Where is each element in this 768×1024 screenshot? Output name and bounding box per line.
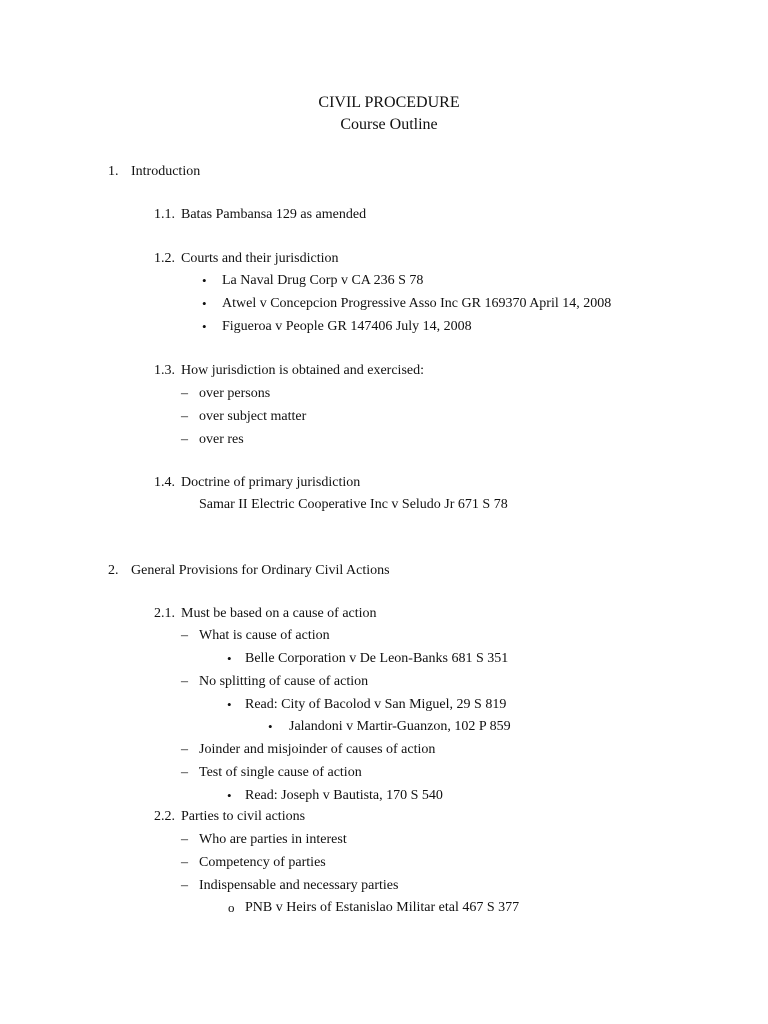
bullet-icon: •	[202, 273, 207, 288]
list-item: Atwel v Concepcion Progressive Asso Inc GR 169370 April 14, 2008	[222, 296, 612, 311]
subsection-title: Batas Pambansa 129 as amended	[181, 207, 367, 222]
list-item: Joinder and misjoinder of causes of action	[199, 742, 436, 757]
list-item: Who are parties in interest	[199, 832, 347, 847]
dash-icon: –	[181, 742, 188, 757]
dash-icon: –	[181, 432, 188, 447]
list-item: Jalandoni v Martir-Guanzon, 102 P 859	[289, 719, 511, 734]
dash-icon: –	[181, 878, 188, 893]
list-item: PNB v Heirs of Estanislao Militar etal 467 S 377	[245, 900, 520, 915]
bullet-icon: •	[227, 651, 232, 666]
section-number: 1.	[108, 164, 119, 179]
bullet-icon: •	[202, 296, 207, 311]
bullet-icon: •	[268, 719, 273, 734]
subsection-number: 2.2.	[154, 809, 175, 824]
section-title: Introduction	[131, 164, 201, 179]
list-item: Test of single cause of action	[199, 765, 362, 780]
bullet-icon: •	[227, 697, 232, 712]
subsection-title: Courts and their jurisdiction	[181, 251, 339, 266]
list-item: Belle Corporation v De Leon-Banks 681 S 351	[245, 651, 509, 666]
circle-bullet-icon: o	[228, 900, 235, 915]
subsection-title: Doctrine of primary jurisdiction	[181, 475, 361, 490]
subsection-number: 1.4.	[154, 475, 175, 490]
dash-icon: –	[181, 674, 188, 689]
subsection-number: 1.1.	[154, 207, 175, 222]
subsection-number: 1.2.	[154, 251, 175, 266]
case-citation: Samar II Electric Cooperative Inc v Seludo Jr 671 S 78	[199, 497, 508, 512]
bullet-icon: •	[202, 319, 207, 334]
dash-icon: –	[181, 628, 188, 643]
list-item: What is cause of action	[199, 628, 330, 643]
document-subtitle: Course Outline	[340, 116, 438, 133]
subsection-title: Must be based on a cause of action	[181, 606, 377, 621]
list-item: La Naval Drug Corp v CA 236 S 78	[222, 273, 424, 288]
list-item: Competency of parties	[199, 855, 326, 870]
dash-icon: –	[181, 409, 188, 424]
subsection-title: Parties to civil actions	[181, 809, 306, 824]
list-item: over persons	[199, 386, 271, 401]
dash-icon: –	[181, 832, 188, 847]
bullet-icon: •	[227, 788, 232, 803]
list-item: Read: City of Bacolod v San Miguel, 29 S 819	[245, 697, 507, 712]
subsection-number: 2.1.	[154, 606, 175, 621]
list-item: Figueroa v People GR 147406 July 14, 2008	[222, 319, 472, 334]
section-number: 2.	[108, 563, 119, 578]
list-item: No splitting of cause of action	[199, 674, 369, 689]
list-item: over res	[199, 432, 244, 447]
list-item: Read: Joseph v Bautista, 170 S 540	[245, 788, 443, 803]
section-title: General Provisions for Ordinary Civil Actions	[131, 563, 390, 578]
dash-icon: –	[181, 765, 188, 780]
document-title: CIVIL PROCEDURE	[318, 94, 460, 111]
subsection-number: 1.3.	[154, 363, 175, 378]
dash-icon: –	[181, 386, 188, 401]
subsection-title: How jurisdiction is obtained and exercised:	[181, 363, 424, 378]
list-item: over subject matter	[199, 409, 307, 424]
dash-icon: –	[181, 855, 188, 870]
list-item: Indispensable and necessary parties	[199, 878, 399, 893]
